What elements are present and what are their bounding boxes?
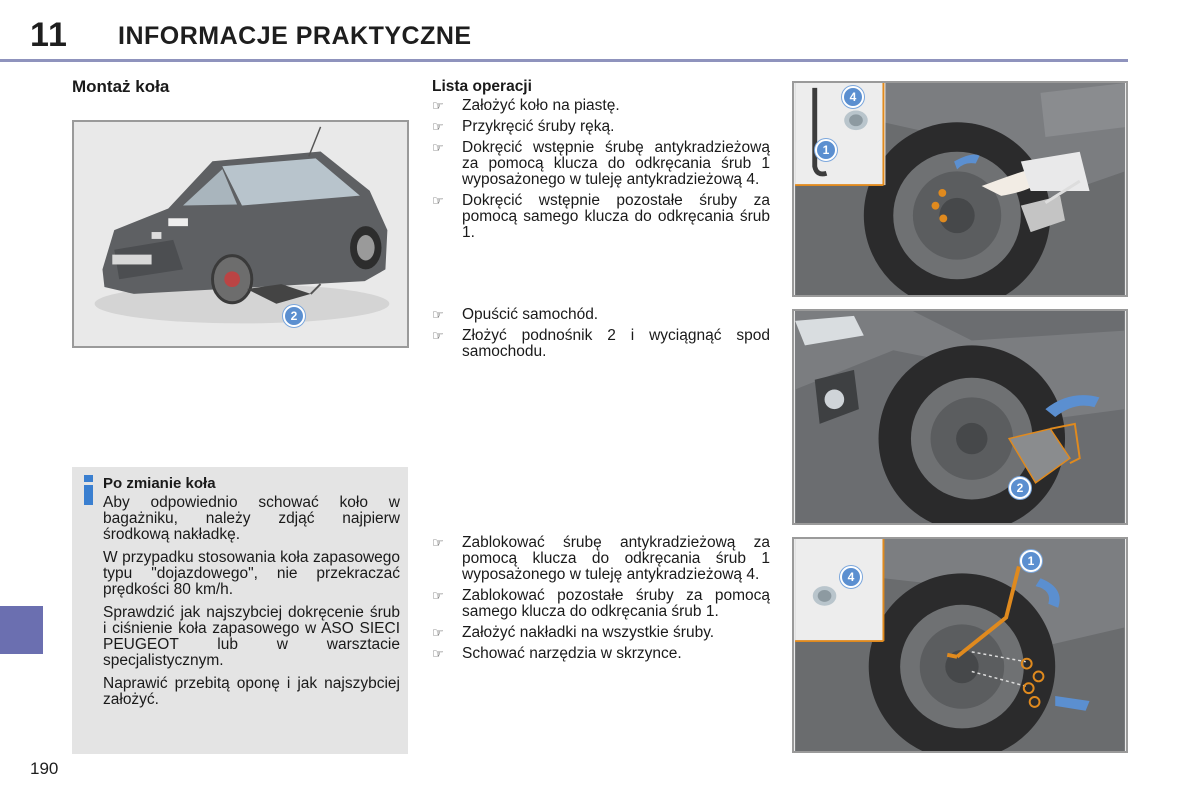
pointing-hand-icon: ☞ <box>432 588 444 603</box>
callout-badge-jack: 2 <box>1009 477 1031 499</box>
pointing-hand-icon: ☞ <box>432 535 444 550</box>
pointing-hand-icon: ☞ <box>432 625 444 640</box>
pointing-hand-icon: ☞ <box>432 193 444 208</box>
callout-badge-antitheft-socket: 4 <box>840 566 862 588</box>
chapter-number: 11 <box>30 16 68 54</box>
list-item: ☞ Zablokować śrubę antykradzieżową za pomocą klucza do odkręcania śrub 1 wyposażonego w tuleję antykradzieżową 4. <box>432 534 770 583</box>
wheel-lower-illustration <box>794 311 1126 523</box>
list-item: ☞ Złożyć podnośnik 2 i wyciągnąć spod samochodu. <box>432 327 770 360</box>
list-item: ☞ Dokręcić wstępnie pozostałe śruby za pomocą samego klucza do odkręcania śrub 1. <box>432 192 770 241</box>
pointing-hand-icon: ☞ <box>432 328 444 343</box>
list-item: ☞ Schować narzędzia w skrzynce. <box>432 645 682 662</box>
operations-list-c <box>432 535 770 667</box>
operations-list-a <box>432 98 770 246</box>
figure-lower-car <box>792 309 1128 525</box>
pointing-hand-icon: ☞ <box>432 646 444 661</box>
section-title: Montaż koła <box>72 77 170 96</box>
info-paragraph: W przypadku stosowania koła zapasowego typu "dojazdowego", nie przekraczać prędkości 80 km/h. <box>103 549 400 598</box>
info-paragraphs <box>103 495 400 715</box>
callout-badge-wheelbrace: 1 <box>1020 550 1042 572</box>
pointing-hand-icon: ☞ <box>432 119 444 134</box>
info-icon <box>80 475 98 505</box>
list-item: ☞ Opuścić samochód. <box>432 306 599 323</box>
pointing-hand-icon: ☞ <box>432 307 444 322</box>
page-number: 190 <box>30 759 59 778</box>
chapter-title: INFORMACJE PRAKTYCZNE <box>118 22 472 50</box>
pointing-hand-icon: ☞ <box>432 140 444 155</box>
info-paragraph: Aby odpowiednio schować koło w bagażniku, należy zdjąć najpierw środkową nakładkę. <box>103 494 400 543</box>
callout-badge-wheelbrace: 1 <box>815 139 837 161</box>
wheel-tighten-illustration <box>794 83 1126 295</box>
figure-tighten-bolts <box>792 81 1128 297</box>
info-title: Po zmianie koła <box>103 475 216 492</box>
list-item: ☞ Przykręcić śruby ręką. <box>432 118 615 135</box>
pointing-hand-icon: ☞ <box>432 98 444 113</box>
header-rule <box>0 59 1128 62</box>
car-illustration <box>74 122 407 346</box>
figure-car-jack <box>72 120 409 348</box>
list-item: ☞ Założyć koło na piastę. <box>432 97 620 114</box>
callout-badge-jack: 2 <box>283 305 305 327</box>
info-box <box>72 467 408 754</box>
info-paragraph: Naprawić przebitą oponę i jak najszybciej założyć. <box>103 675 400 708</box>
info-paragraph: Sprawdzić jak najszybciej dokręcenie śrub i ciśnienie koła zapasowego w ASO SIECI PEUGEOT lub w warsztacie specjalistycznym. <box>103 604 400 669</box>
figure-lock-bolts <box>792 537 1128 753</box>
chapter-side-tab <box>0 606 43 654</box>
list-item: ☞ Założyć nakładki na wszystkie śruby. <box>432 624 715 641</box>
operations-title: Lista operacji <box>432 78 532 95</box>
list-item: ☞ Dokręcić wstępnie śrubę antykradzieżową za pomocą klucza do odkręcania śrub 1 wyposażonego w tuleję antykradzieżową 4. <box>432 139 770 188</box>
callout-badge-antitheft-socket: 4 <box>842 86 864 108</box>
operations-list-b <box>432 307 770 365</box>
list-item: ☞ Zablokować pozostałe śruby za pomocą samego klucza do odkręcania śrub 1. <box>432 587 770 620</box>
